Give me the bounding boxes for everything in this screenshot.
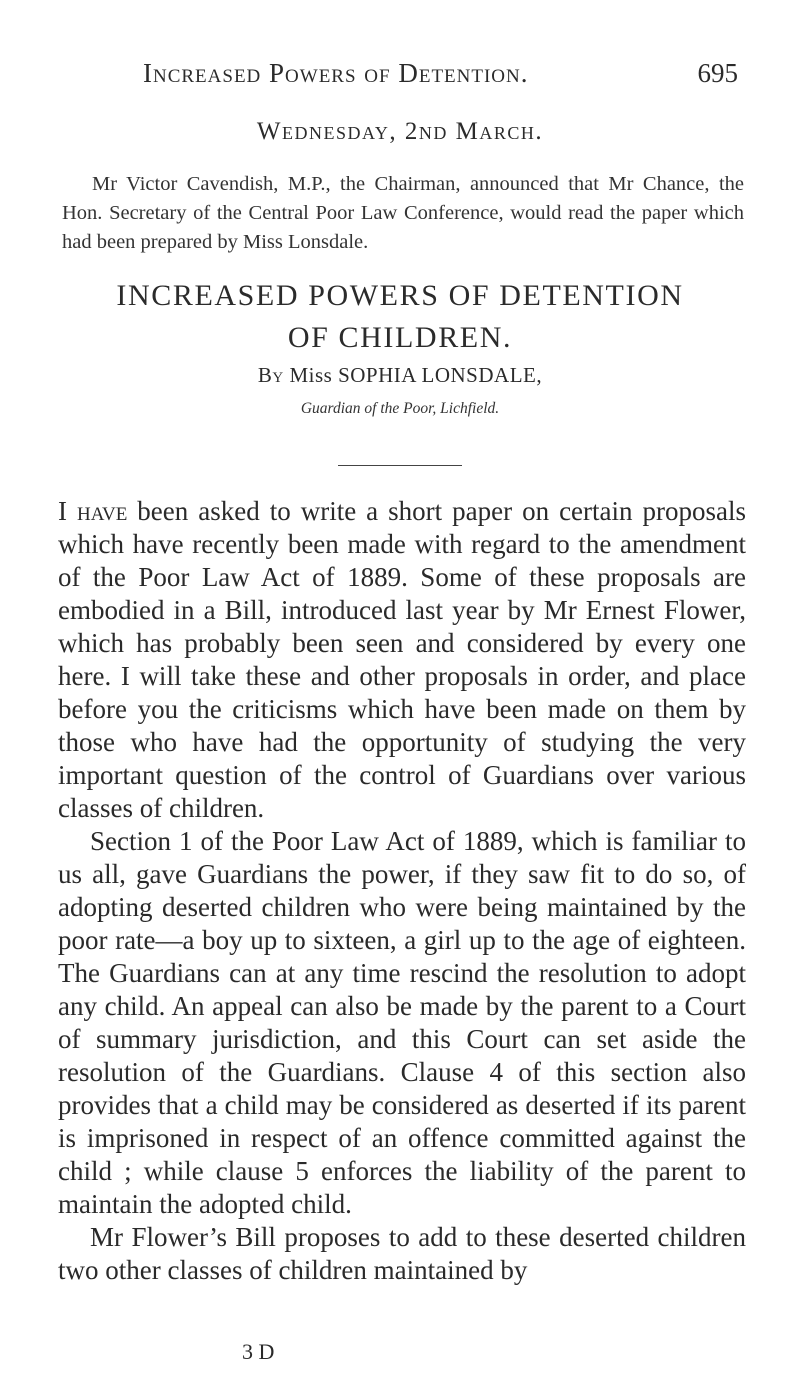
- paper-title: [0, 275, 800, 359]
- date-heading: Wednesday, 2nd March.: [256, 118, 544, 145]
- intro-paragraph: Mr Victor Cavendish, M.P., the Chairman, announced that Mr Chance, the Hon. Secretary of the Central Poor Law Conference, would read the paper which had been prepared by Miss Lonsdale.: [62, 173, 744, 253]
- author-name: Miss SOPHIA LONSDALE,: [289, 363, 543, 387]
- author-affiliation: Guardian of the Poor, Lichfield.: [300, 400, 500, 417]
- page-number: 695: [697, 58, 738, 88]
- paper-title-line-2: OF CHILDREN.: [287, 321, 513, 354]
- body-paragraph-2: Section 1 of the Poor Law Act of 1889, which is familiar to us all, gave Guardians the power, if they saw fit to do so, of adopting deserted children who were being maintained by the poor rate—a boy up to sixteen, a girl up to the age of eighteen. The Guardians can at any time rescind the resolution to adopt any child. An appeal can also be made by the parent to a Court of summary jurisdiction, and this Court can set aside the resolution of the Guardians. Clause 4 of this section also provides that a child may be considered as deserted if its parent is imprisoned in respect of an offence committed against the child ; while clause 5 enforces the liability of the parent to maintain the adopted child.: [58, 826, 746, 1219]
- intro-section: [62, 170, 744, 257]
- byline: [0, 363, 800, 388]
- divider-rule: [338, 465, 462, 466]
- body-text: [58, 495, 746, 1287]
- paper-title-line-1: INCREASED POWERS OF DETENTION: [116, 279, 684, 312]
- paragraph-1-text: been asked to write a short paper on certain proposals which have recently been made with regard to the amendment of the Poor Law Act of 1889. Some of these proposals are embodied in a Bill, introduced last year by Mr Ernest Flower, which has probably been seen and considered by every one here. I will take these and other proposals in order, and place before you the criticisms which have been made on them by those who have had the opportunity of studying the very important question of the control of Guardians over various classes of children.: [58, 496, 746, 823]
- paragraph-lead-in: I have: [58, 496, 128, 526]
- running-title: Increased Powers of Detention.: [143, 58, 529, 88]
- body-paragraph-3: Mr Flower’s Bill proposes to add to these deserted children two other classes of children maintained by: [58, 1222, 746, 1285]
- byline-by: By: [257, 363, 284, 387]
- signature-mark: 3 D: [242, 1339, 275, 1364]
- running-head: [0, 58, 800, 88]
- body-paragraph-1: [58, 495, 746, 825]
